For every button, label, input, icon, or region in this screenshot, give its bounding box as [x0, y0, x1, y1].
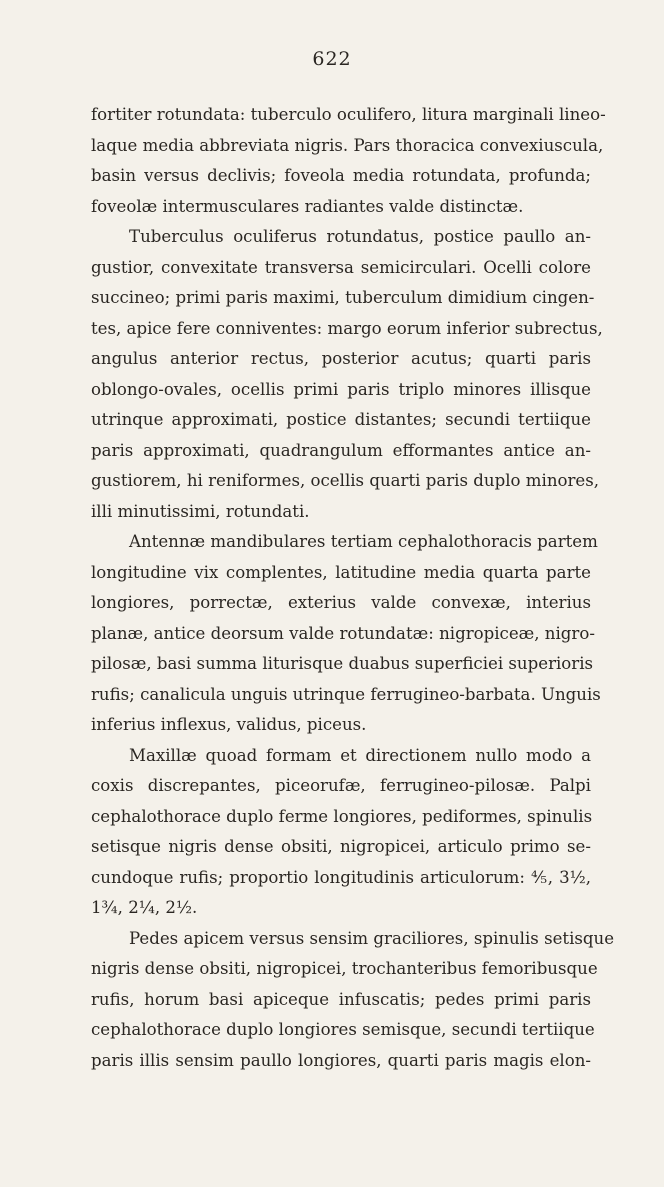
text-line: paris approximati, quadrangulum efformantes antice an- — [91, 440, 591, 460]
text-line: angulus anterior rectus, posterior acutus; quarti paris — [91, 349, 591, 368]
page-number: 622 — [312, 48, 352, 70]
text-line: gustior, convexitate transversa semicirculari. Ocelli colore — [91, 257, 591, 277]
text-line: laque media abbreviata nigris. Pars thoracica convexiuscula, — [91, 135, 604, 155]
text-line: basin versus declivis; foveola media rotundata, profunda; — [91, 166, 591, 185]
text-line: rufis; canalicula unguis utrinque ferrugineo-barbata. Unguis — [91, 684, 601, 704]
text-line: 1¾, 2¼, 2½. — [91, 898, 198, 917]
text-line: planæ, antice deorsum valde rotundatæ: nigropiceæ, nigro- — [91, 623, 595, 643]
text-line: Pedes apicem versus sensim graciliores, spinulis setisque — [129, 928, 615, 948]
text-line: inferius inflexus, validus, piceus. — [91, 715, 367, 734]
text-line: nigris dense obsiti, nigropicei, trochanteribus femoribusque — [91, 959, 598, 978]
text-line: cephalothorace duplo longiores semisque, secundi tertiique — [91, 1020, 595, 1039]
text-line: fortiter rotundata: tuberculo oculifero, litura marginali lineo- — [91, 105, 606, 124]
text-line: pilosæ, basi summa liturisque duabus superficiei superioris — [91, 654, 594, 673]
text-line: Maxillæ quoad formam et directionem nullo modo a — [129, 745, 591, 765]
text-line: illi minutissimi, rotundati. — [91, 501, 310, 521]
text-line: Antennæ mandibulares tertiam cephalothoracis partem — [129, 532, 598, 551]
text-line: gustiorem, hi reniformes, ocellis quarti paris duplo minores, — [91, 471, 600, 490]
text-line: longitudine vix complentes, latitudine media quarta parte — [91, 562, 591, 582]
text-line: paris illis sensim paullo longiores, quarti paris magis elon- — [91, 1050, 591, 1070]
text-line: oblongo-ovales, ocellis primi paris triplo minores illisque — [91, 379, 591, 399]
text-line: succineo; primi paris maximi, tuberculum dimidium cingen- — [91, 288, 595, 307]
text-line: tes, apice fere conniventes: margo eorum inferior subrectus, — [91, 318, 603, 338]
text-line: longiores, porrectæ, exterius valde convexæ, interius — [91, 593, 591, 612]
text-line: Tuberculus oculiferus rotundatus, postice paullo an- — [129, 227, 591, 246]
body-text — [91, 100, 615, 1076]
text-line: utrinque approximati, postice distantes; secundi tertiique — [91, 410, 591, 429]
text-line: rufis, horum basi apiceque infuscatis; pedes primi paris — [91, 989, 591, 1009]
text-line: cephalothorace duplo ferme longiores, pediformes, spinulis — [91, 806, 593, 826]
text-line: foveolæ intermusculares radiantes valde distinctæ. — [91, 196, 524, 216]
text-line: setisque nigris dense obsiti, nigropicei, articulo primo se- — [91, 837, 591, 856]
text-line: coxis discrepantes, piceorufæ, ferrugineo-pilosæ. Palpi — [91, 776, 591, 795]
text-line: cundoque rufis; proportio longitudinis articulorum: ⅘, 3½, — [91, 867, 591, 887]
